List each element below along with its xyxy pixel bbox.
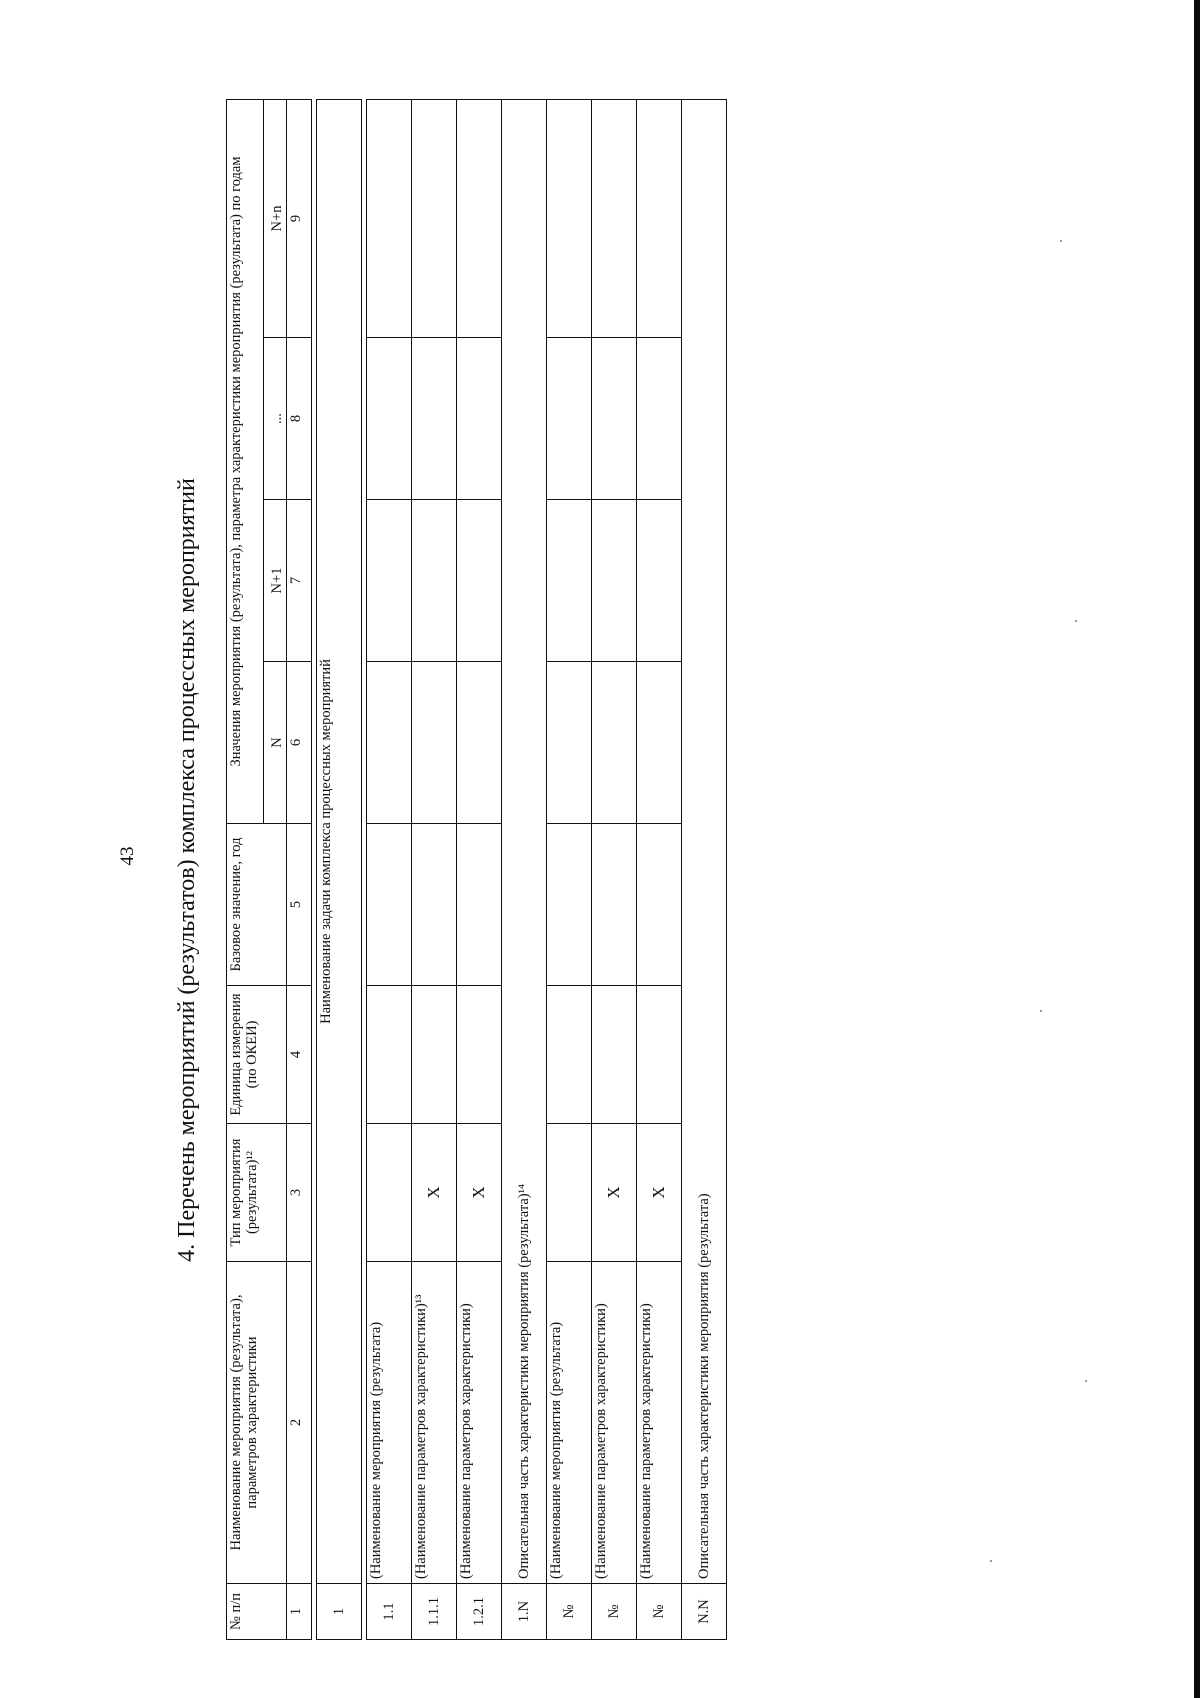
scan-speck bbox=[1060, 240, 1062, 242]
row-name: (Наименование параметров характеристики)¹³ bbox=[412, 1262, 457, 1584]
header-unit: Единица измерения (по ОКЕИ) bbox=[227, 986, 287, 1124]
row-num: № bbox=[547, 1584, 592, 1640]
header-type: Тип мероприятия (результата)¹² bbox=[227, 1124, 287, 1262]
row-num: N.N bbox=[682, 1584, 727, 1640]
header-year-dots: ... bbox=[264, 338, 287, 500]
description-row bbox=[682, 99, 727, 1639]
scan-speck bbox=[1040, 1010, 1042, 1012]
col-number: 7 bbox=[287, 500, 312, 662]
table-row bbox=[412, 99, 457, 1639]
page-number: 43 bbox=[117, 846, 138, 866]
table-row bbox=[457, 99, 502, 1639]
row-name: (Наименование параметров характеристики) bbox=[637, 1262, 682, 1584]
table-header-row bbox=[227, 99, 264, 1639]
row-name: (Наименование мероприятия (результата) bbox=[367, 1262, 412, 1584]
col-number: 8 bbox=[287, 338, 312, 500]
header-num: № п/п bbox=[227, 1584, 287, 1640]
col-number: 2 bbox=[287, 1262, 312, 1584]
row-num: № bbox=[637, 1584, 682, 1640]
row-type bbox=[367, 1124, 412, 1262]
header-year-n1: N+1 bbox=[264, 500, 287, 662]
row-type: X bbox=[637, 1124, 682, 1262]
scan-speck bbox=[1075, 620, 1077, 622]
table-row bbox=[592, 99, 637, 1639]
scan-edge bbox=[1194, 0, 1200, 1698]
row-name: (Наименование параметров характеристики) bbox=[592, 1262, 637, 1584]
scan-speck bbox=[1085, 1380, 1087, 1382]
row-name: (Наименование мероприятия (результата) bbox=[547, 1262, 592, 1584]
activities-table bbox=[226, 99, 727, 1640]
page-title: 4. Перечень мероприятий (результатов) комплекса процессных мероприятий bbox=[174, 478, 200, 1262]
column-numbers-row bbox=[287, 99, 312, 1639]
row-type bbox=[547, 1124, 592, 1262]
header-year-n: N bbox=[264, 662, 287, 824]
row-num: 1.1.1 bbox=[412, 1584, 457, 1640]
header-year-nn: N+n bbox=[264, 99, 287, 337]
section-title: Наименование задачи комплекса процессных мероприятий bbox=[317, 99, 362, 1583]
table-row bbox=[637, 99, 682, 1639]
row-name: (Наименование параметров характеристики) bbox=[457, 1262, 502, 1584]
header-base: Базовое значение, год bbox=[227, 824, 287, 986]
section-row bbox=[317, 99, 362, 1639]
col-number: 3 bbox=[287, 1124, 312, 1262]
header-name: Наименование мероприятия (результата), параметров характеристики bbox=[227, 1262, 287, 1584]
row-type: X bbox=[457, 1124, 502, 1262]
row-num: 1.1 bbox=[367, 1584, 412, 1640]
col-number: 9 bbox=[287, 99, 312, 337]
row-type: X bbox=[412, 1124, 457, 1262]
row-num: 1.N bbox=[502, 1584, 547, 1640]
col-number: 5 bbox=[287, 824, 312, 986]
col-number: 4 bbox=[287, 986, 312, 1124]
rotated-page bbox=[170, 100, 1030, 1640]
description-text: Описательная часть характеристики мероприятия (результата)¹⁴ bbox=[502, 99, 547, 1583]
row-num: 1.2.1 bbox=[457, 1584, 502, 1640]
section-num: 1 bbox=[317, 1584, 362, 1640]
description-row bbox=[502, 99, 547, 1639]
table-row bbox=[547, 99, 592, 1639]
table-row bbox=[367, 99, 412, 1639]
col-number: 6 bbox=[287, 662, 312, 824]
row-num: № bbox=[592, 1584, 637, 1640]
row-type: X bbox=[592, 1124, 637, 1262]
col-number: 1 bbox=[287, 1584, 312, 1640]
header-values: Значения мероприятия (результата), параметра характеристики мероприятия (результата) по годам bbox=[227, 99, 264, 823]
description-text: Описательная часть характеристики мероприятия (результата) bbox=[682, 99, 727, 1583]
